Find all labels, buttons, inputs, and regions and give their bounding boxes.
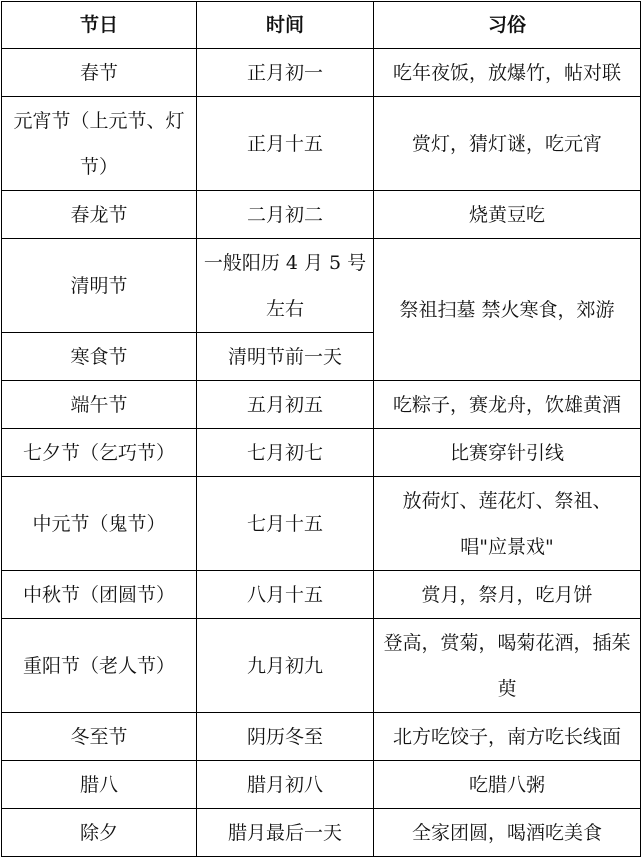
festival-cell: 寒食节	[2, 333, 197, 381]
time-cell: 正月初一	[197, 49, 374, 97]
time-cell: 腊月最后一天	[197, 809, 374, 857]
time-cell: 五月初五	[197, 381, 374, 429]
festival-cell: 元宵节（上元节、灯节）	[2, 97, 197, 191]
custom-cell: 烧黄豆吃	[374, 191, 641, 239]
table-row	[2, 49, 641, 97]
custom-cell: 赏月，祭月，吃月饼	[374, 571, 641, 619]
table-row	[2, 191, 641, 239]
table-row	[2, 477, 641, 571]
table-row	[2, 809, 641, 857]
time-cell: 阴历冬至	[197, 713, 374, 761]
festival-cell: 春龙节	[2, 191, 197, 239]
custom-cell: 比赛穿针引线	[374, 429, 641, 477]
custom-cell: 吃粽子，赛龙舟，饮雄黄酒	[374, 381, 641, 429]
table-row	[2, 761, 641, 809]
time-cell: 七月初七	[197, 429, 374, 477]
table-row	[2, 381, 641, 429]
custom-cell: 放荷灯、莲花灯、祭祖、唱"应景戏"	[374, 477, 641, 571]
time-cell: 一般阳历 4 月 5 号左右	[197, 239, 374, 333]
custom-cell: 登高，赏菊，喝菊花酒，插茱萸	[374, 619, 641, 713]
table-row	[2, 713, 641, 761]
header-time: 时间	[197, 2, 374, 49]
festival-cell: 冬至节	[2, 713, 197, 761]
time-cell: 二月初二	[197, 191, 374, 239]
header-festival: 节日	[2, 2, 197, 49]
time-cell: 七月十五	[197, 477, 374, 571]
time-cell: 九月初九	[197, 619, 374, 713]
festival-cell: 除夕	[2, 809, 197, 857]
time-cell: 腊月初八	[197, 761, 374, 809]
table-row	[2, 619, 641, 713]
festival-cell: 七夕节（乞巧节）	[2, 429, 197, 477]
festival-cell: 端午节	[2, 381, 197, 429]
table-row	[2, 429, 641, 477]
custom-cell: 北方吃饺子，南方吃长线面	[374, 713, 641, 761]
custom-cell: 赏灯，猜灯谜，吃元宵	[374, 97, 641, 191]
festival-cell: 腊八	[2, 761, 197, 809]
custom-cell: 吃腊八粥	[374, 761, 641, 809]
time-cell: 正月十五	[197, 97, 374, 191]
table-row	[2, 97, 641, 191]
festival-cell: 中元节（鬼节）	[2, 477, 197, 571]
festival-cell: 中秋节（团圆节）	[2, 571, 197, 619]
festival-table	[1, 1, 641, 857]
festival-cell: 清明节	[2, 239, 197, 333]
table-row	[2, 571, 641, 619]
custom-cell: 吃年夜饭，放爆竹，帖对联	[374, 49, 641, 97]
custom-cell: 全家团圆，喝酒吃美食	[374, 809, 641, 857]
festival-cell: 重阳节（老人节）	[2, 619, 197, 713]
header-custom: 习俗	[374, 2, 641, 49]
festival-cell: 春节	[2, 49, 197, 97]
table-row	[2, 239, 641, 333]
header-row	[2, 2, 641, 49]
time-cell: 清明节前一天	[197, 333, 374, 381]
time-cell: 八月十五	[197, 571, 374, 619]
custom-cell: 祭祖扫墓 禁火寒食，郊游	[374, 239, 641, 381]
